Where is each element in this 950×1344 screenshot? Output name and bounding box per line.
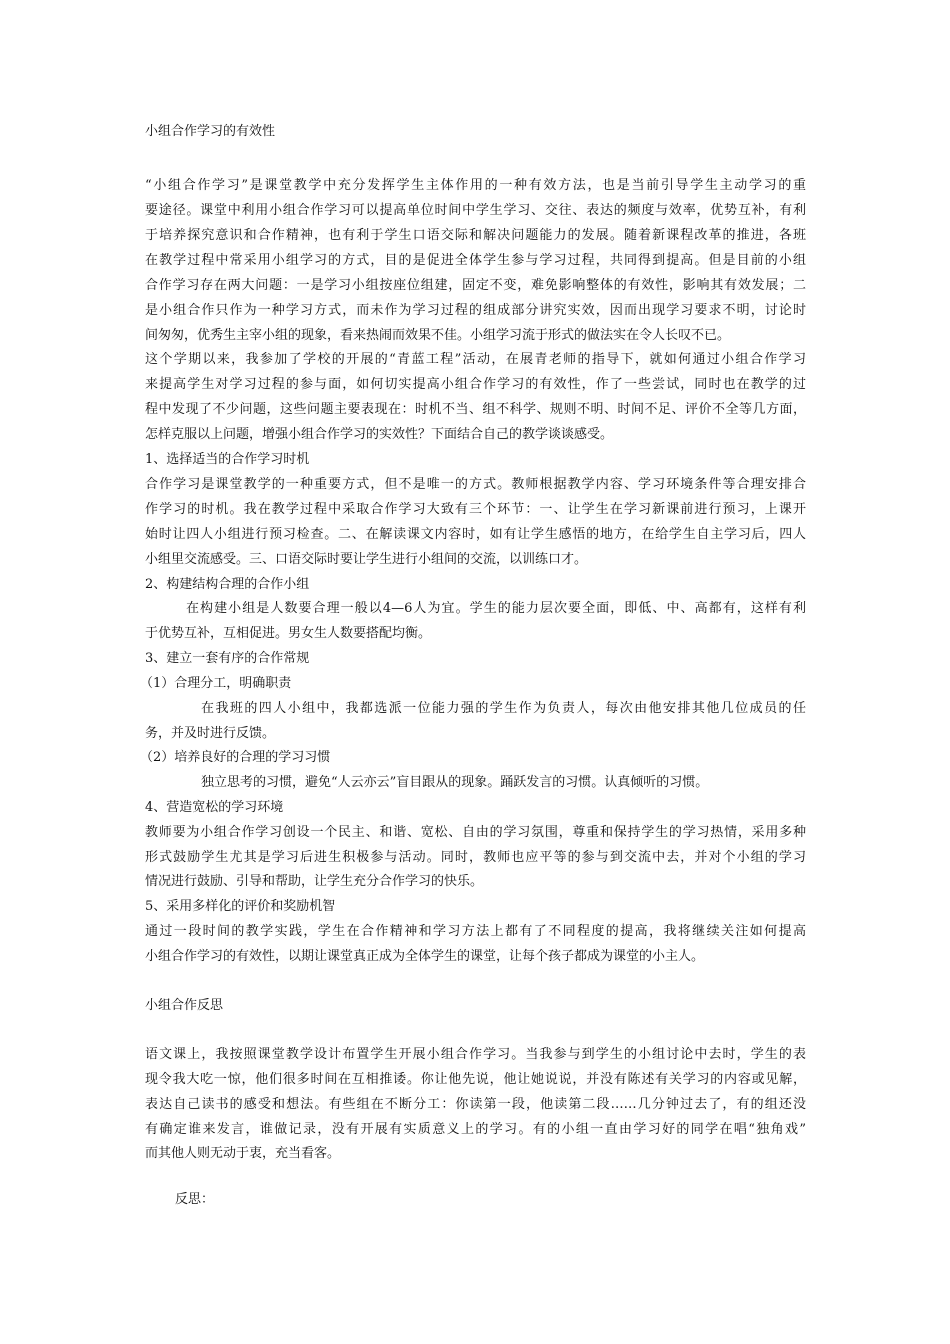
section-heading-5: 5、采用多样化的评价和奖励机智 [145, 899, 336, 914]
text-line: 有确定谁来发言，谁做记录，没有开展有实质意义上的学习。有的小组一直由学习好的同学在唱“独角戏” [145, 1122, 806, 1137]
text-line: 情况进行鼓励、引导和帮助，让学生充分合作学习的快乐。 [145, 874, 484, 889]
text-line: 来提高学生对学习过程的参与面，如何切实提高小组合作学习的有效性，作了一些尝试，同时也在教学的过 [145, 377, 806, 392]
text-line: 这个学期以来，我参加了学校的开展的“青蓝工程”活动，在展青老师的指导下，就如何通过小组合作学习 [145, 352, 806, 367]
text-line: 小组里交流感受。三、口语交际时要让学生进行小组间的交流，以训练口才。 [145, 552, 588, 567]
text-line: 是小组合作只作为一种学习方式，而未作为学习过程的组成部分讲究实效，因而出现学习要求不明，讨论时 [145, 303, 806, 318]
text-line: 合作学习是课堂教学的一种重要方式，但不是唯一的方式。教师根据教学内容、学习环境条件等合理安排合 [145, 477, 806, 492]
text-line: 程中发现了不少问题，这些问题主要表现在：时机不当、组不科学、规则不明、时间不足、评价不全等几方面， [145, 402, 806, 417]
text-line: 于培养探究意识和合作精神，也有利于学生口语交际和解决问题能力的发展。随着新课程改革的推进，各班 [145, 228, 806, 243]
text-line: 教师要为小组合作学习创设一个民主、和谐、宽松、自由的学习氛围，尊重和保持学生的学习热情，采用多种 [145, 825, 806, 840]
text-line: 务，并及时进行反馈。 [145, 726, 276, 741]
subheading-1: （1）合理分工，明确职责 [140, 676, 292, 691]
section-heading-4: 4、营造宽松的学习环境 [145, 800, 284, 815]
text-line: 而其他人则无动于衷，充当看客。 [145, 1146, 341, 1161]
text-line: 要途径。课堂中利用小组合作学习可以提高单位时间中学生学习、交往、表达的频度与效率，优势互补，有利 [145, 203, 806, 218]
text-line: 现令我大吃一惊，他们很多时间在互相推诿。你让他先说，他让她说说，并没有陈述有关学习的内容或见解， [145, 1072, 806, 1087]
text-line: 间匆匆，优秀生主宰小组的现象，看来热闹而效果不佳。小组学习流于形式的做法实在令人长叹不已。 [145, 328, 731, 343]
text-line: 在我班的四人小组中，我都选派一位能力强的学生作为负责人，每次由他安排其他几位成员的任 [201, 701, 806, 716]
text-line: 在教学过程中常采用小组学习的方式，目的是促进全体学生参与学习过程，共同得到提高。但是目前的小组 [145, 253, 806, 268]
reflection-label: 反思： [175, 1192, 215, 1207]
text-line: 表达自己读书的感受和想法。有些组在不断分工：你读第一段，他读第二段……几分钟过去了，有的组还没 [145, 1097, 806, 1112]
text-line: 小组合作学习的有效性，以期让课堂真正成为全体学生的课堂，让每个孩子都成为课堂的小主人。 [145, 949, 705, 964]
doc-title-2: 小组合作反思 [145, 998, 224, 1013]
text-line: 于优势互补，互相促进。男女生人数要搭配均衡。 [145, 626, 432, 641]
text-line: 合作学习存在两大问题：一是学习小组按座位组建，固定不变，难免影响整体的有效性，影响其有效发展；二 [145, 278, 806, 293]
text-line: 形式鼓励学生尤其是学习后进生积极参与活动。同时，教师也应平等的参与到交流中去，并对个小组的学习 [145, 850, 806, 865]
text-line: “小组合作学习”是课堂教学中充分发挥学生主体作用的一种有效方法，也是当前引导学生主动学习的重 [145, 178, 806, 193]
subsection-2-text: 独立思考的习惯，避免“人云亦云”盲目跟从的现象。踊跃发言的习惯。认真倾听的习惯。 [201, 775, 709, 790]
text-line: 语文课上，我按照课堂教学设计布置学生开展小组合作学习。当我参与到学生的小组讨论中去时，学生的表 [145, 1047, 806, 1062]
section-heading-2: 2、构建结构合理的合作小组 [145, 577, 310, 592]
section-heading-1: 1、选择适当的合作学习时机 [145, 452, 310, 467]
section-heading-3: 3、建立一套有序的合作常规 [145, 651, 310, 666]
text-line: 始时让四人小组进行预习检查。二、在解读课文内容时，如有让学生感悟的地方，在给学生自主学习后，四人 [145, 527, 806, 542]
text-line: 通过一段时间的教学实践，学生在合作精神和学习方法上都有了不同程度的提高，我将继续关注如何提高 [145, 924, 806, 939]
text-line: 在构建小组是人数要合理一般以4—6人为宜。学生的能力层次要全面，即低、中、高都有，这样有利 [186, 601, 806, 616]
text-line: 作学习的时机。我在教学过程中采取合作学习大致有三个环节：一、让学生在学习新课前进行预习，上课开 [145, 502, 806, 517]
subheading-2: （2）培养良好的合理的学习习惯 [140, 750, 331, 765]
doc-title: 小组合作学习的有效性 [145, 124, 276, 139]
text-line: 怎样克服以上问题，增强小组合作学习的实效性？下面结合自己的教学谈谈感受。 [145, 427, 614, 442]
